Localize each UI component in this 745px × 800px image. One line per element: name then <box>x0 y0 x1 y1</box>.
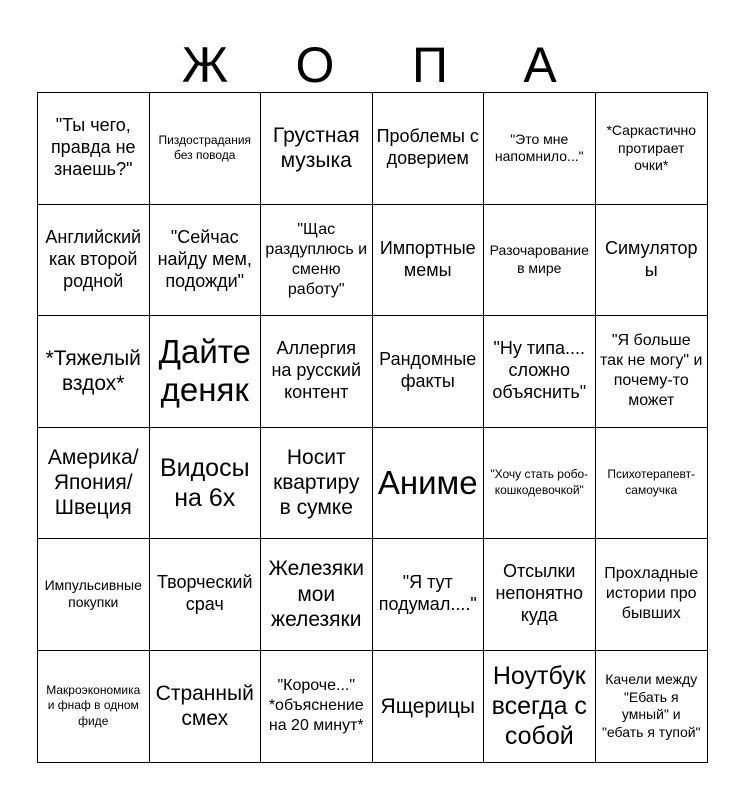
bingo-cell[interactable]: Прохладные истории про бывших <box>596 539 708 651</box>
bingo-grid <box>37 92 708 763</box>
bingo-cell[interactable]: Отсылки непонятно куда <box>484 539 596 651</box>
bingo-cell[interactable]: "Короче..." *объяснение на 20 минут* <box>261 651 373 763</box>
bingo-cell[interactable]: Ящерицы <box>373 651 485 763</box>
title-letter: О <box>295 37 335 93</box>
bingo-cell[interactable]: Рандомные факты <box>373 316 485 428</box>
bingo-cell[interactable]: Ноутбук всегда с собой <box>484 651 596 763</box>
bingo-cell[interactable]: "Ну типа.... сложно объяснить" <box>484 316 596 428</box>
title-letter: Ж <box>181 37 229 93</box>
title-letter: А <box>523 37 557 93</box>
bingo-cell[interactable]: "Хочу стать робо-кошкодевочкой" <box>484 428 596 540</box>
bingo-cell[interactable]: Грустная музыка <box>261 93 373 205</box>
bingo-cell[interactable]: Импортные мемы <box>373 205 485 317</box>
bingo-cell[interactable]: Странный смех <box>150 651 262 763</box>
bingo-cell[interactable]: "Ты чего, правда не знаешь?" <box>38 93 150 205</box>
bingo-cell[interactable]: Проблемы с доверием <box>373 93 485 205</box>
bingo-cell[interactable]: Качели между "Ебать я умный" и "ебать я тупой" <box>601 671 701 740</box>
bingo-cell[interactable]: Дайте деняк <box>150 316 262 428</box>
bingo-cell[interactable]: Творческий срач <box>150 539 262 651</box>
bingo-cell[interactable]: "Я больше так не могу" и почему-то может <box>596 316 708 428</box>
title-letter: П <box>412 37 448 93</box>
bingo-cell[interactable]: Носит квартиру в сумке <box>261 428 373 540</box>
bingo-cell[interactable]: Аниме <box>373 428 485 540</box>
bingo-cell[interactable]: Психотерапевт-самоучка <box>596 428 708 540</box>
bingo-cell[interactable]: Пиздострадания без повода <box>150 93 262 205</box>
bingo-cell[interactable]: "Это мне напомнило..." <box>484 93 596 205</box>
bingo-cell[interactable]: Аллергия на русский контент <box>261 316 373 428</box>
bingo-cell[interactable]: *Саркастично протирает очки* <box>596 93 708 205</box>
bingo-cell[interactable]: Видосы на 6x <box>150 428 262 540</box>
bingo-cell[interactable]: "Сейчас найду мем, подожди" <box>150 205 262 317</box>
bingo-cell[interactable]: Макроэкономика и фнаф в одном фиде <box>38 651 150 763</box>
card-title <box>0 36 745 96</box>
bingo-cell[interactable]: Английский как второй родной <box>38 205 150 317</box>
bingo-cell[interactable]: Америка/ Япония/ Швеция <box>38 428 150 540</box>
bingo-cell[interactable]: "Щас раздуплюсь и сменю работу" <box>261 205 373 317</box>
bingo-cell[interactable]: Разочарование в мире <box>484 205 596 317</box>
bingo-cell[interactable]: Импульсивные покупки <box>38 539 150 651</box>
bingo-cell[interactable]: *Тяжелый вздох* <box>38 316 150 428</box>
bingo-cell[interactable]: Симуляторы <box>596 205 708 317</box>
bingo-cell[interactable]: Железяки мои железяки <box>261 539 373 651</box>
bingo-cell[interactable]: "Я тут подумал...." <box>373 539 485 651</box>
